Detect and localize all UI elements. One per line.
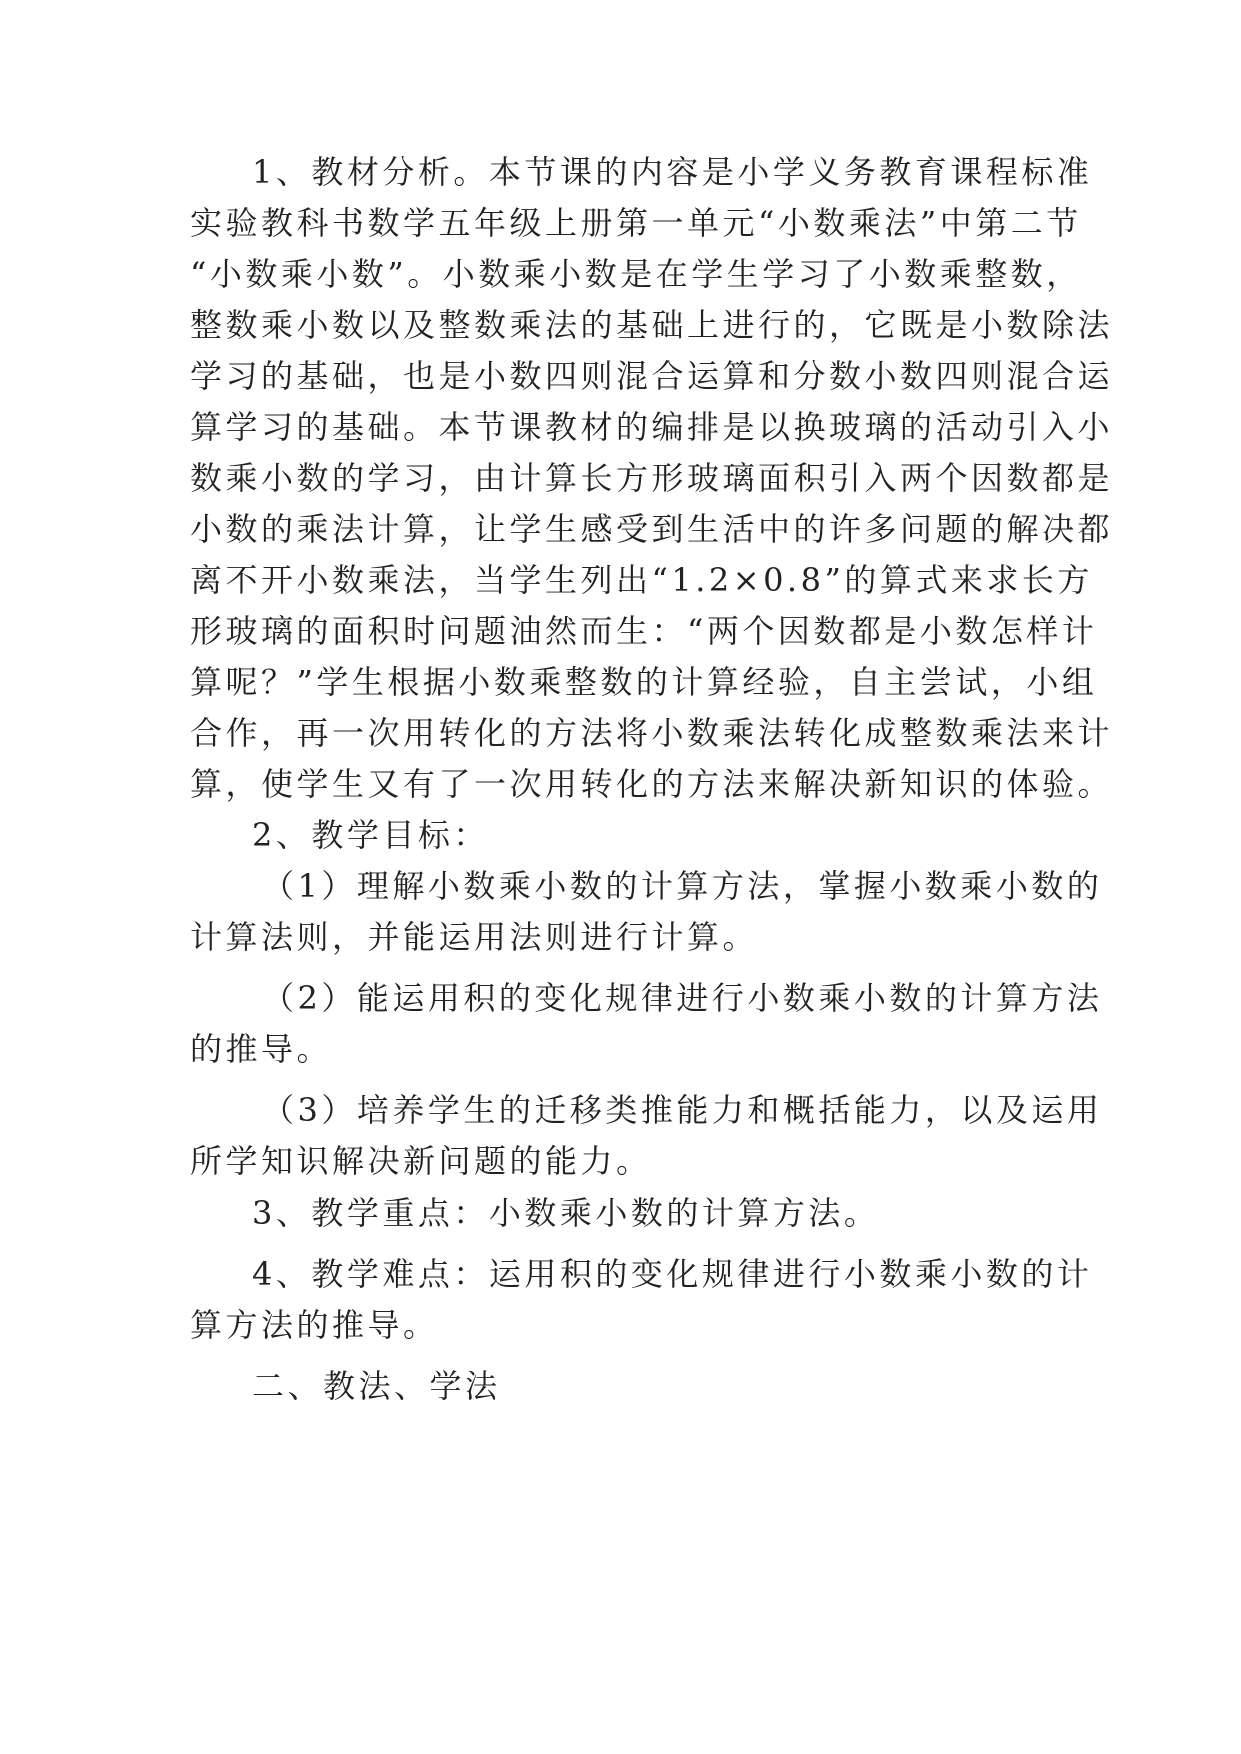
section-heading: 2、教学目标：	[252, 816, 489, 854]
paragraph-line: 实验教科书数学五年级上册第一单元“小数乘法”中第二节	[190, 204, 1082, 242]
goal-line: （1）理解小数乘小数的计算方法，掌握小数乘小数的	[262, 867, 1103, 905]
paragraph-line: “小数乘小数”。小数乘小数是在学生学习了小数乘整数，	[190, 255, 1082, 293]
difficulty-line: 4、教学难点：运用积的变化规律进行小数乘小数的计	[252, 1255, 1093, 1293]
paragraph-line: 学习的基础，也是小数四则混合运算和分数小数四则混合运	[190, 357, 1114, 395]
paragraph-line: 小数的乘法计算，让学生感受到生活中的许多问题的解决都	[190, 510, 1114, 548]
paragraph-line: 合作，再一次用转化的方法将小数乘法转化成整数乘法来计	[190, 714, 1114, 752]
goal-line: 计算法则，并能运用法则进行计算。	[190, 918, 759, 956]
section-heading: 二、教法、学法	[252, 1367, 501, 1405]
paragraph-line: 算学习的基础。本节课教材的编排是以换玻璃的活动引入小	[190, 408, 1114, 446]
paragraph-line: 数乘小数的学习，由计算长方形玻璃面积引入两个因数都是	[190, 459, 1114, 497]
difficulty-line: 算方法的推导。	[190, 1306, 439, 1344]
paragraph-line: 形玻璃的面积时问题油然而生：“两个因数都是小数怎样计	[190, 612, 1098, 650]
key-point-line: 3、教学重点：小数乘小数的计算方法。	[252, 1194, 880, 1232]
goal-line: 的推导。	[190, 1030, 333, 1068]
paragraph-line: 算呢？”学生根据小数乘整数的计算经验，自主尝试，小组	[190, 663, 1098, 701]
goal-line: （3）培养学生的迁移类推能力和概括能力，以及运用	[262, 1091, 1103, 1129]
paragraph-line: 整数乘小数以及整数乘法的基础上进行的，它既是小数除法	[190, 306, 1114, 344]
goal-line: 所学知识解决新问题的能力。	[190, 1142, 652, 1180]
paragraph-line: 算，使学生又有了一次用转化的方法来解决新知识的体验。	[190, 765, 1114, 803]
paragraph-line: 1、教材分析。本节课的内容是小学义务教育课程标准	[252, 153, 1093, 191]
paragraph-line: 离不开小数乘法，当学生列出“1.2×0.8”的算式来求长方	[190, 561, 1093, 599]
goal-line: （2）能运用积的变化规律进行小数乘小数的计算方法	[262, 979, 1103, 1017]
